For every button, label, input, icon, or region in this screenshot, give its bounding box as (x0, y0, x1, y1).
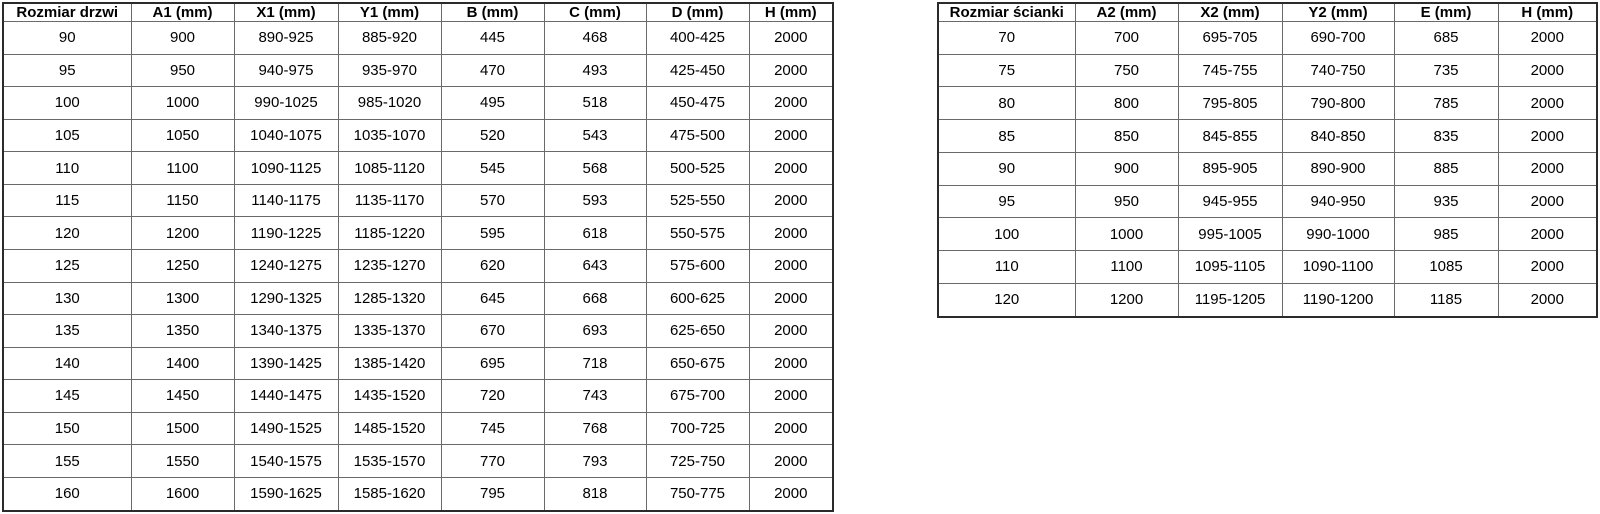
table-cell: 885-920 (338, 22, 441, 55)
table-cell: 750-775 (646, 477, 749, 511)
table-cell: 685 (1394, 22, 1498, 55)
table-cell: 850 (1075, 120, 1178, 153)
table-cell: 1150 (131, 184, 234, 217)
table-cell: 1135-1170 (338, 184, 441, 217)
table-cell: 95 (3, 54, 131, 87)
table-cell: 85 (938, 120, 1075, 153)
table-cell: 770 (441, 445, 544, 478)
table-cell: 95 (938, 185, 1075, 218)
table-cell: 80 (938, 87, 1075, 120)
table-cell: 90 (3, 22, 131, 55)
table-cell: 695 (441, 347, 544, 380)
table-row (3, 217, 833, 250)
table-cell: 675-700 (646, 380, 749, 413)
table-cell: 1285-1320 (338, 282, 441, 315)
table-cell: 445 (441, 22, 544, 55)
table-cell: 140 (3, 347, 131, 380)
table-cell: 545 (441, 152, 544, 185)
table-cell: 520 (441, 119, 544, 152)
table-row (938, 185, 1597, 218)
table-cell: 750 (1075, 54, 1178, 87)
table-cell: 425-450 (646, 54, 749, 87)
table-row (938, 152, 1597, 185)
table-cell: 2000 (749, 54, 833, 87)
table-cell: 120 (3, 217, 131, 250)
table-row (3, 22, 833, 55)
table-cell: 525-550 (646, 184, 749, 217)
table-cell: 2000 (749, 184, 833, 217)
table-cell: 895-905 (1178, 152, 1282, 185)
table-cell: 1550 (131, 445, 234, 478)
table-cell: 2000 (749, 119, 833, 152)
table-row (938, 218, 1597, 251)
table-cell: 1500 (131, 412, 234, 445)
table-cell: 795 (441, 477, 544, 511)
table-cell: 470 (441, 54, 544, 87)
table-cell: 1200 (1075, 283, 1178, 317)
table-cell: 1090-1125 (234, 152, 338, 185)
table-cell: 740-750 (1282, 54, 1394, 87)
table-cell: 800 (1075, 87, 1178, 120)
table-cell: 668 (544, 282, 646, 315)
table-cell: 2000 (1498, 87, 1597, 120)
table-cell: 625-650 (646, 315, 749, 348)
header-row (938, 3, 1597, 22)
table-cell: 693 (544, 315, 646, 348)
table-cell: 2000 (749, 217, 833, 250)
table-cell: 468 (544, 22, 646, 55)
table-cell: 725-750 (646, 445, 749, 478)
table-cell: 1200 (131, 217, 234, 250)
table-cell: 950 (131, 54, 234, 87)
table-cell: 500-525 (646, 152, 749, 185)
table-cell: 160 (3, 477, 131, 511)
table-cell: 1590-1625 (234, 477, 338, 511)
table-cell: 900 (131, 22, 234, 55)
table-cell: 900 (1075, 152, 1178, 185)
table-cell: 1140-1175 (234, 184, 338, 217)
table-cell: 1085 (1394, 251, 1498, 284)
column-header: A1 (mm) (131, 3, 234, 22)
table-cell: 1390-1425 (234, 347, 338, 380)
column-header: A2 (mm) (1075, 3, 1178, 22)
column-header: X2 (mm) (1178, 3, 1282, 22)
table-cell: 1190-1225 (234, 217, 338, 250)
table-row (3, 380, 833, 413)
column-header: Rozmiar drzwi (3, 3, 131, 22)
table-cell: 645 (441, 282, 544, 315)
table-cell: 985-1020 (338, 87, 441, 120)
column-header: Y1 (mm) (338, 3, 441, 22)
table-row (3, 412, 833, 445)
column-header: H (mm) (1498, 3, 1597, 22)
table-cell: 575-600 (646, 249, 749, 282)
table-cell: 105 (3, 119, 131, 152)
table-cell: 1100 (1075, 251, 1178, 284)
table-cell: 995-1005 (1178, 218, 1282, 251)
table-row (3, 152, 833, 185)
table-row (938, 22, 1597, 55)
table-cell: 1600 (131, 477, 234, 511)
table-cell: 1385-1420 (338, 347, 441, 380)
table-cell: 1100 (131, 152, 234, 185)
table-row (3, 184, 833, 217)
table-cell: 2000 (1498, 185, 1597, 218)
table-cell: 1035-1070 (338, 119, 441, 152)
table-row (938, 87, 1597, 120)
table-cell: 1040-1075 (234, 119, 338, 152)
table-cell: 1535-1570 (338, 445, 441, 478)
table-cell: 1185-1220 (338, 217, 441, 250)
table-cell: 643 (544, 249, 646, 282)
table-cell: 945-955 (1178, 185, 1282, 218)
table-row (938, 54, 1597, 87)
table-cell: 845-855 (1178, 120, 1282, 153)
table-cell: 2000 (1498, 152, 1597, 185)
table-cell: 840-850 (1282, 120, 1394, 153)
table-cell: 543 (544, 119, 646, 152)
table-cell: 570 (441, 184, 544, 217)
table-cell: 985 (1394, 218, 1498, 251)
table-cell: 940-950 (1282, 185, 1394, 218)
table-cell: 1290-1325 (234, 282, 338, 315)
table-cell: 1585-1620 (338, 477, 441, 511)
table-cell: 1240-1275 (234, 249, 338, 282)
table-cell: 990-1000 (1282, 218, 1394, 251)
table-cell: 890-900 (1282, 152, 1394, 185)
table-cell: 1000 (131, 87, 234, 120)
table-cell: 1235-1270 (338, 249, 441, 282)
table-cell: 1540-1575 (234, 445, 338, 478)
table-cell: 1490-1525 (234, 412, 338, 445)
table-cell: 2000 (749, 87, 833, 120)
table-cell: 595 (441, 217, 544, 250)
table-cell: 745 (441, 412, 544, 445)
table-cell: 120 (938, 283, 1075, 317)
table-row (3, 249, 833, 282)
table-cell: 785 (1394, 87, 1498, 120)
table-cell: 935-970 (338, 54, 441, 87)
wall-size-table (937, 2, 1598, 318)
table-cell: 1000 (1075, 218, 1178, 251)
table-cell: 593 (544, 184, 646, 217)
column-header: B (mm) (441, 3, 544, 22)
table-cell: 1190-1200 (1282, 283, 1394, 317)
table-cell: 1440-1475 (234, 380, 338, 413)
table-cell: 670 (441, 315, 544, 348)
table-row (3, 315, 833, 348)
table-row (3, 282, 833, 315)
table-cell: 700-725 (646, 412, 749, 445)
table-cell: 2000 (1498, 218, 1597, 251)
table-cell: 720 (441, 380, 544, 413)
table-cell: 793 (544, 445, 646, 478)
table-cell: 735 (1394, 54, 1498, 87)
column-header: Rozmiar ścianki (938, 3, 1075, 22)
table-cell: 2000 (1498, 251, 1597, 284)
table-cell: 700 (1075, 22, 1178, 55)
table-cell: 2000 (749, 152, 833, 185)
table-cell: 890-925 (234, 22, 338, 55)
table-cell: 495 (441, 87, 544, 120)
table-cell: 2000 (749, 249, 833, 282)
table-cell: 2000 (1498, 283, 1597, 317)
table-cell: 2000 (1498, 120, 1597, 153)
table-cell: 110 (3, 152, 131, 185)
table-cell: 1435-1520 (338, 380, 441, 413)
table-cell: 475-500 (646, 119, 749, 152)
table-cell: 125 (3, 249, 131, 282)
table-row (938, 283, 1597, 317)
table-cell: 790-800 (1282, 87, 1394, 120)
table-cell: 1450 (131, 380, 234, 413)
column-header: C (mm) (544, 3, 646, 22)
column-header: X1 (mm) (234, 3, 338, 22)
table-cell: 1250 (131, 249, 234, 282)
table-cell: 130 (3, 282, 131, 315)
table-cell: 1400 (131, 347, 234, 380)
table-cell: 1050 (131, 119, 234, 152)
table-cell: 768 (544, 412, 646, 445)
table-cell: 743 (544, 380, 646, 413)
table-cell: 2000 (749, 445, 833, 478)
table-cell: 90 (938, 152, 1075, 185)
table-cell: 400-425 (646, 22, 749, 55)
table-cell: 950 (1075, 185, 1178, 218)
table-cell: 1085-1120 (338, 152, 441, 185)
table-cell: 1335-1370 (338, 315, 441, 348)
table-cell: 1485-1520 (338, 412, 441, 445)
table-cell: 650-675 (646, 347, 749, 380)
header-row (3, 3, 833, 22)
table-cell: 818 (544, 477, 646, 511)
table-cell: 150 (3, 412, 131, 445)
table-row (3, 119, 833, 152)
table-cell: 2000 (749, 315, 833, 348)
table-row (3, 54, 833, 87)
table-cell: 935 (1394, 185, 1498, 218)
table-cell: 695-705 (1178, 22, 1282, 55)
table-cell: 100 (938, 218, 1075, 251)
table-cell: 620 (441, 249, 544, 282)
table-cell: 2000 (749, 22, 833, 55)
table-cell: 2000 (1498, 54, 1597, 87)
column-header: E (mm) (1394, 3, 1498, 22)
table-row (3, 477, 833, 511)
table-cell: 618 (544, 217, 646, 250)
table-cell: 518 (544, 87, 646, 120)
table-cell: 100 (3, 87, 131, 120)
table-cell: 745-755 (1178, 54, 1282, 87)
table-cell: 155 (3, 445, 131, 478)
table-cell: 2000 (1498, 22, 1597, 55)
table-row (3, 445, 833, 478)
table-cell: 940-975 (234, 54, 338, 87)
door-size-table (2, 2, 834, 512)
table-cell: 550-575 (646, 217, 749, 250)
table-cell: 835 (1394, 120, 1498, 153)
table-row (3, 347, 833, 380)
table-cell: 1350 (131, 315, 234, 348)
column-header: Y2 (mm) (1282, 3, 1394, 22)
table-cell: 2000 (749, 477, 833, 511)
table-cell: 75 (938, 54, 1075, 87)
table-cell: 1090-1100 (1282, 251, 1394, 284)
table-cell: 990-1025 (234, 87, 338, 120)
table-cell: 2000 (749, 282, 833, 315)
table-cell: 135 (3, 315, 131, 348)
table-cell: 110 (938, 251, 1075, 284)
table-cell: 145 (3, 380, 131, 413)
column-header: H (mm) (749, 3, 833, 22)
column-header: D (mm) (646, 3, 749, 22)
table-cell: 1300 (131, 282, 234, 315)
table-cell: 450-475 (646, 87, 749, 120)
table-cell: 1185 (1394, 283, 1498, 317)
table-cell: 795-805 (1178, 87, 1282, 120)
table-cell: 1095-1105 (1178, 251, 1282, 284)
table-row (3, 87, 833, 120)
table-cell: 1195-1205 (1178, 283, 1282, 317)
table-row (938, 120, 1597, 153)
table-cell: 2000 (749, 380, 833, 413)
table-cell: 1340-1375 (234, 315, 338, 348)
table-cell: 70 (938, 22, 1075, 55)
table-row (938, 251, 1597, 284)
table-cell: 718 (544, 347, 646, 380)
table-cell: 493 (544, 54, 646, 87)
table-cell: 2000 (749, 347, 833, 380)
table-cell: 600-625 (646, 282, 749, 315)
table-cell: 2000 (749, 412, 833, 445)
table-cell: 885 (1394, 152, 1498, 185)
table-cell: 568 (544, 152, 646, 185)
table-cell: 690-700 (1282, 22, 1394, 55)
table-cell: 115 (3, 184, 131, 217)
